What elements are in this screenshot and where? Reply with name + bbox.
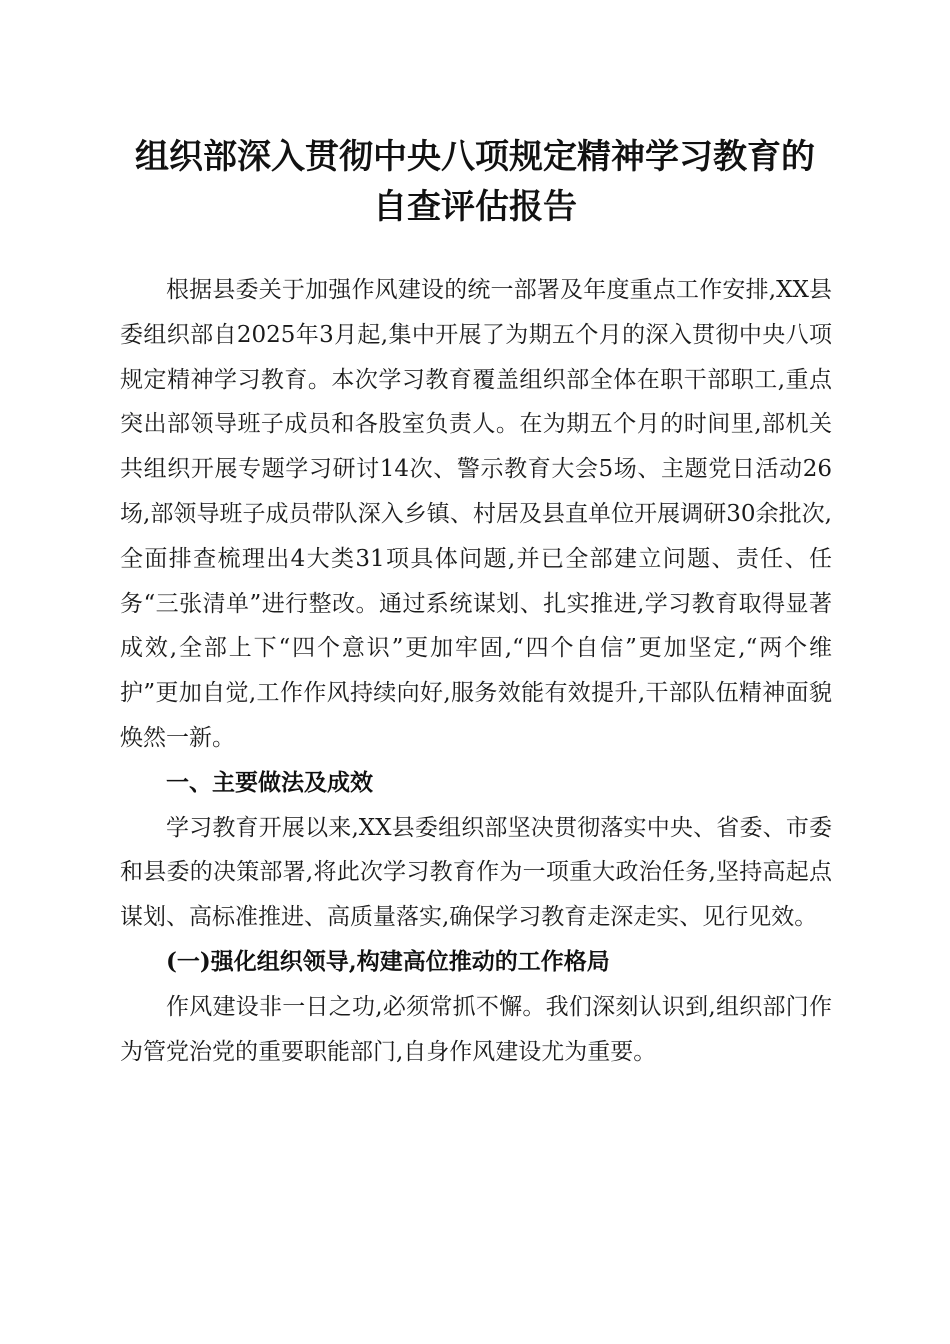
document-title [100,132,850,232]
title-line-1: 组织部深入贯彻中央八项规定精神学习教育的 [135,137,815,177]
section-paragraph: 学习教育开展以来,XX县委组织部坚决贯彻落实中央、省委、市委和县委的决策部署,将此次学习教育作为一项重大政治任务,坚持高起点谋划、高标准推进、高质量落实,确保学习教育走深走实、见行见效。 [120,814,832,931]
intro-paragraph: 根据县委关于加强作风建设的统一部署及年度重点工作安排,XX县委组织部自2025年3月起,集中开展了为期五个月的深入贯彻中央八项规定精神学习教育。本次学习教育覆盖组织部全体在职干部职工,重点突出部领导班子成员和各股室负责人。在为期五个月的时间里,部机关共组织开展专题学习研讨14次、警示教育大会5场、主题党日活动26场,部领导班子成员带队深入乡镇、村居及县直单位开展调研30余批次,全面排查梳理出4大类31项具体问题,并已全部建立问题、责任、任务“三张清单”进行整改。通过系统谋划、扎实推进,学习教育取得显著成效,全部上下“四个意识”更加牢固,“四个自信”更加坚定,“两个维护”更加自觉,工作作风持续向好,服务效能有效提升,干部队伍精神面貌焕然一新。 [120,277,832,751]
document-body [120,268,832,1074]
subsection-paragraph: 作风建设非一日之功,必须常抓不懈。我们深刻认识到,组织部门作为管党治党的重要职能部门,自身作风建设尤为重要。 [120,993,832,1065]
subsection-heading: (一)强化组织领导,构建高位推动的工作格局 [166,947,610,975]
title-line-2: 自查评估报告 [373,187,577,227]
section-heading: 一、主要做法及成效 [166,769,373,796]
